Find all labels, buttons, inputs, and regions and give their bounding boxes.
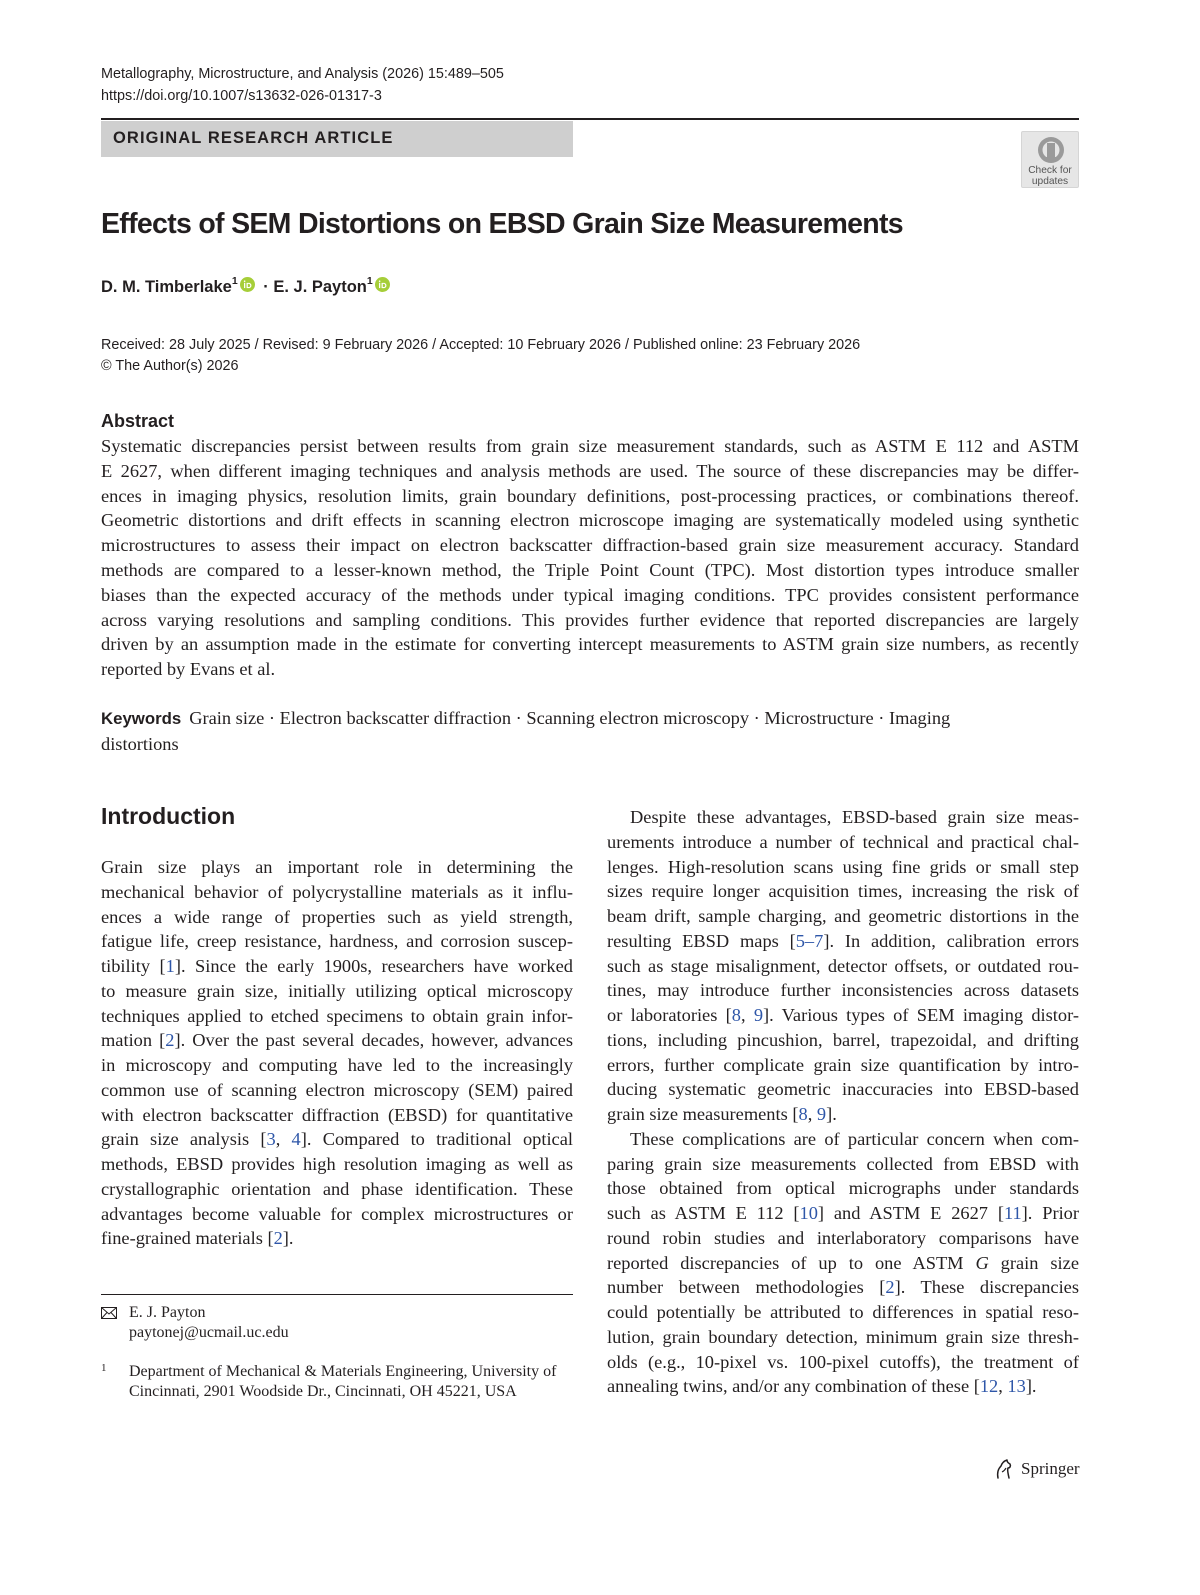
text-run: common use of scanning electron microscopy (SEM) paired bbox=[101, 1079, 573, 1100]
text-run: errors, further complicate grain size quantification by intro- bbox=[607, 1054, 1079, 1075]
text-run: reported discrepancies of up to one ASTM bbox=[607, 1252, 976, 1273]
text-run: those obtained from optical micrographs under standards bbox=[607, 1178, 1079, 1199]
citation-link[interactable]: 3 bbox=[266, 1129, 276, 1150]
citation-link[interactable]: 2 bbox=[885, 1277, 895, 1298]
text-line bbox=[607, 1374, 1079, 1399]
text-run: tines, may introduce further inconsistencies across datasets bbox=[607, 980, 1079, 1001]
text-run: These complications are of particular concern when com- bbox=[630, 1128, 1079, 1149]
text-line bbox=[607, 1102, 1079, 1127]
text-run: fine-grained materials [ bbox=[101, 1228, 274, 1249]
text-run: with electron backscatter diffraction (EBSD) for quantitative bbox=[101, 1104, 573, 1125]
text-run: olds (e.g., 10-pixel vs. 100-pixel cutoffs), the treatment of bbox=[607, 1351, 1079, 1372]
text-run: in microscopy and computing have led to the increasingly bbox=[101, 1055, 573, 1075]
abstract-line: ences in imaging physics, resolution limits, grain boundary definitions, post-processing practices, or combinations thereof. bbox=[101, 485, 1079, 506]
author-list bbox=[101, 275, 394, 299]
text-run: such as stage misalignment, detector offsets, or outdated rou- bbox=[607, 955, 1079, 976]
text-run: resulting EBSD maps [ bbox=[607, 930, 796, 951]
text-run: urements introduce a number of technical and practical chal- bbox=[607, 831, 1079, 852]
text-line bbox=[607, 1053, 1079, 1078]
orcid-icon[interactable] bbox=[240, 275, 255, 299]
header-rule bbox=[101, 118, 1079, 120]
text-run: or laboratories [ bbox=[607, 1005, 732, 1025]
publisher-name: Springer bbox=[1021, 1459, 1080, 1478]
abstract-line: methods are compared to a lesser-known method, the Triple Point Count (TPC). Most distortion types introduce smaller bbox=[101, 559, 1079, 580]
text-run: grain size bbox=[988, 1252, 1079, 1273]
citation-link[interactable]: 1 bbox=[165, 956, 175, 976]
text-run: ]. bbox=[1025, 1376, 1037, 1397]
text-run: lution, grain boundary detection, minimum grain size thresh- bbox=[607, 1326, 1079, 1347]
text-line bbox=[101, 1226, 573, 1251]
text-line bbox=[607, 1028, 1079, 1053]
text-run: annealing twins, and/or any combination of these [ bbox=[607, 1376, 980, 1397]
text-run: ]. Over the past several decades, however, advances bbox=[174, 1030, 573, 1051]
text-line bbox=[607, 879, 1079, 904]
text-run: ]. Since the early 1900s, researchers have worked bbox=[174, 956, 573, 976]
text-run: ]. Compared to traditional optical bbox=[300, 1129, 573, 1150]
text-line bbox=[101, 1152, 573, 1177]
abstract-line: E 2627, when different imaging techniques and analysis methods are used. The source of these discrepancies may be differ- bbox=[101, 460, 1079, 481]
text-run: methods, EBSD provides high resolution imaging as well as bbox=[101, 1154, 573, 1174]
text-line bbox=[101, 905, 573, 930]
orcid-icon[interactable] bbox=[375, 275, 390, 299]
journal-citation: Metallography, Microstructure, and Analysis (2026) 15:489–505 bbox=[101, 66, 504, 82]
text-line bbox=[607, 1077, 1079, 1102]
citation-link[interactable]: 11 bbox=[1003, 1203, 1022, 1223]
text-line bbox=[607, 1201, 1079, 1226]
citation-link[interactable]: 8 bbox=[731, 1005, 741, 1025]
text-run: ]. bbox=[282, 1228, 294, 1249]
text-line bbox=[607, 1176, 1079, 1201]
author-affiliation-marker: 1 bbox=[231, 275, 238, 287]
text-run: number between methodologies [ bbox=[607, 1277, 886, 1298]
citation-link[interactable]: 4 bbox=[291, 1129, 301, 1150]
text-run: ] and ASTM E 2627 [ bbox=[817, 1203, 1004, 1223]
text-line bbox=[101, 880, 573, 905]
citation-link[interactable]: 13 bbox=[1007, 1376, 1026, 1397]
abstract-line: Geometric distortions and drift effects in scanning electron microscope imaging are systematically modeled using synthetic bbox=[101, 510, 1079, 531]
copyright-notice: © The Author(s) 2026 bbox=[101, 358, 239, 374]
abstract-line: driven by an assumption made in the estimate for converting intercept measurements to ASTM grain size numbers, as recently bbox=[101, 634, 1079, 655]
text-line bbox=[607, 929, 1079, 954]
text-run: grain size measurements [ bbox=[607, 1104, 799, 1124]
text-line bbox=[607, 1003, 1079, 1028]
text-line bbox=[607, 1325, 1079, 1350]
text-line bbox=[607, 1127, 1079, 1152]
check-for-updates-badge[interactable] bbox=[1021, 131, 1079, 188]
affiliation-text: Department of Mechanical & Materials Engineering, University of Cincinnati, 2901 Woodside Dr., Cincinnati, OH 45221, USA bbox=[129, 1363, 557, 1400]
text-run: mation [ bbox=[101, 1030, 166, 1051]
citation-link[interactable]: 8 bbox=[798, 1104, 808, 1124]
citation-link[interactable]: 2 bbox=[165, 1030, 175, 1051]
check-updates-icon bbox=[1036, 135, 1066, 165]
text-line bbox=[101, 1177, 573, 1202]
text-line bbox=[101, 1103, 573, 1128]
text-line bbox=[607, 954, 1079, 979]
text-line bbox=[607, 830, 1079, 855]
text-run: Grain size plays an important role in determining the bbox=[101, 857, 573, 877]
introduction-right-column bbox=[607, 805, 1079, 1399]
text-run: ]. In addition, calibration errors bbox=[823, 930, 1079, 951]
envelope-icon bbox=[101, 1307, 117, 1319]
footnote-rule bbox=[101, 1294, 573, 1295]
text-run: , bbox=[740, 1005, 754, 1025]
text-run: tions, including pincushion, barrel, trapezoidal, and drifting bbox=[607, 1029, 1079, 1050]
text-run: fatigue life, creep resistance, hardness, and corrosion suscep- bbox=[101, 931, 573, 952]
text-line bbox=[607, 1226, 1079, 1251]
text-line bbox=[101, 1028, 573, 1053]
text-line bbox=[607, 978, 1079, 1003]
text-run: ences a wide range of properties such as yield strength, bbox=[101, 906, 573, 927]
abstract-heading: Abstract bbox=[101, 411, 175, 431]
paper-title: Effects of SEM Distortions on EBSD Grain Size Measurements bbox=[101, 208, 903, 240]
text-line bbox=[607, 1300, 1079, 1325]
citation-link[interactable]: 10 bbox=[799, 1203, 818, 1223]
author-name[interactable]: D. M. Timberlake bbox=[101, 278, 232, 296]
text-run: G bbox=[975, 1252, 989, 1273]
text-line bbox=[607, 1251, 1079, 1276]
text-run: such as ASTM E 112 [ bbox=[607, 1203, 800, 1223]
text-run: paring grain size measurements collected from EBSD with bbox=[607, 1153, 1079, 1174]
text-run: grain size analysis [ bbox=[101, 1129, 267, 1150]
text-line bbox=[607, 855, 1079, 880]
text-line bbox=[607, 1152, 1079, 1177]
text-run: tibility [ bbox=[101, 956, 166, 976]
abstract-line: reported by Evans et al. bbox=[101, 659, 276, 680]
text-run: ]. Prior bbox=[1021, 1203, 1080, 1223]
publication-dates: Received: 28 July 2025 / Revised: 9 February 2026 / Accepted: 10 February 2026 / Published online: 23 February 2026 bbox=[101, 337, 861, 353]
text-run: Despite these advantages, EBSD-based grain size meas- bbox=[630, 807, 1079, 827]
doi-link[interactable]: https://doi.org/10.1007/s13632-026-01317-3 bbox=[101, 88, 382, 104]
text-run: ]. bbox=[826, 1104, 837, 1124]
text-run: crystallographic orientation and phase identification. These bbox=[101, 1178, 573, 1199]
springer-horse-icon bbox=[993, 1458, 1015, 1480]
citation-link[interactable]: 12 bbox=[979, 1376, 999, 1397]
abstract-line: microstructures to assess their impact on electron backscatter diffraction-based grain size measurement accuracy. Standard bbox=[101, 535, 1079, 556]
text-run: to measure grain size, initially utilizing optical microscopy bbox=[101, 980, 573, 1001]
text-line bbox=[101, 1004, 573, 1029]
abstract-body bbox=[101, 434, 1079, 682]
text-run: mechanical behavior of polycrystalline materials as it influ- bbox=[101, 881, 573, 902]
text-line bbox=[101, 1053, 573, 1078]
text-run: round robin studies and interlaboratory comparisons have bbox=[607, 1227, 1079, 1248]
article-type-bar bbox=[101, 121, 573, 157]
text-line bbox=[101, 1202, 573, 1227]
author-name[interactable]: E. J. Payton bbox=[273, 278, 367, 296]
text-line bbox=[101, 979, 573, 1004]
corresponding-author-email[interactable]: paytonej@ucmail.uc.edu bbox=[129, 1324, 289, 1341]
text-line bbox=[101, 1127, 573, 1152]
text-run: ducing systematic geometric inaccuracies into EBSD-based bbox=[607, 1079, 1079, 1100]
citation-link[interactable]: 5–7 bbox=[795, 930, 824, 951]
text-run: advantages become valuable for complex microstructures or bbox=[101, 1203, 573, 1224]
text-line bbox=[101, 1078, 573, 1103]
text-run: , bbox=[998, 1376, 1008, 1397]
introduction-heading: Introduction bbox=[101, 803, 236, 829]
abstract-line: biases than the expected accuracy of the methods under typical imaging conditions. TPC provides consistent performance bbox=[101, 584, 1079, 605]
citation-link[interactable]: 9 bbox=[753, 1005, 764, 1025]
keywords-list: Grain size · Electron backscatter diffraction · Scanning electron microscopy · Microstructure · Imaging bbox=[189, 708, 951, 728]
text-run: techniques applied to etched specimens to obtain grain infor- bbox=[101, 1005, 573, 1026]
introduction-left-column bbox=[101, 855, 573, 1251]
text-run: lenges. High-resolution scans using fine grids or small step bbox=[607, 856, 1079, 877]
text-run: ]. These discrepancies bbox=[894, 1277, 1079, 1298]
check-updates-label: Check for updates bbox=[1028, 165, 1072, 187]
article-type-label: ORIGINAL RESEARCH ARTICLE bbox=[113, 129, 394, 147]
text-line bbox=[101, 855, 573, 880]
text-line bbox=[101, 954, 573, 979]
text-line bbox=[607, 805, 1079, 830]
citation-link[interactable]: 9 bbox=[816, 1104, 827, 1124]
abstract-line: across varying resolutions and sampling conditions. This provides further evidence that reported discrepancies are largely bbox=[101, 609, 1079, 630]
author-affiliation-marker: 1 bbox=[366, 275, 373, 287]
citation-link[interactable]: 2 bbox=[273, 1228, 283, 1249]
text-run: , bbox=[275, 1129, 292, 1150]
text-line bbox=[607, 1350, 1079, 1375]
text-run: sizes require longer acquisition times, increasing the risk of bbox=[607, 881, 1079, 902]
corresponding-author-name: E. J. Payton bbox=[129, 1304, 206, 1321]
text-line bbox=[607, 1275, 1079, 1300]
text-run: , bbox=[807, 1104, 817, 1124]
keywords bbox=[101, 706, 1079, 757]
affiliation-number: 1 bbox=[101, 1362, 107, 1374]
keywords-label: Keywords bbox=[101, 709, 182, 728]
publisher-logo bbox=[993, 1458, 1080, 1480]
keywords-list-continued: distortions bbox=[101, 733, 179, 754]
text-line bbox=[101, 929, 573, 954]
text-line bbox=[607, 904, 1079, 929]
text-run: could potentially be attributed to differences in spatial reso- bbox=[607, 1302, 1079, 1322]
text-run: beam drift, sample charging, and geometric distortions in the bbox=[607, 906, 1079, 926]
abstract-line: Systematic discrepancies persist between results from grain size measurement standards, such as ASTM E 112 and ASTM bbox=[101, 436, 1079, 456]
text-run: ]. Various types of SEM imaging distor- bbox=[763, 1005, 1079, 1025]
author-separator: · bbox=[258, 278, 274, 296]
